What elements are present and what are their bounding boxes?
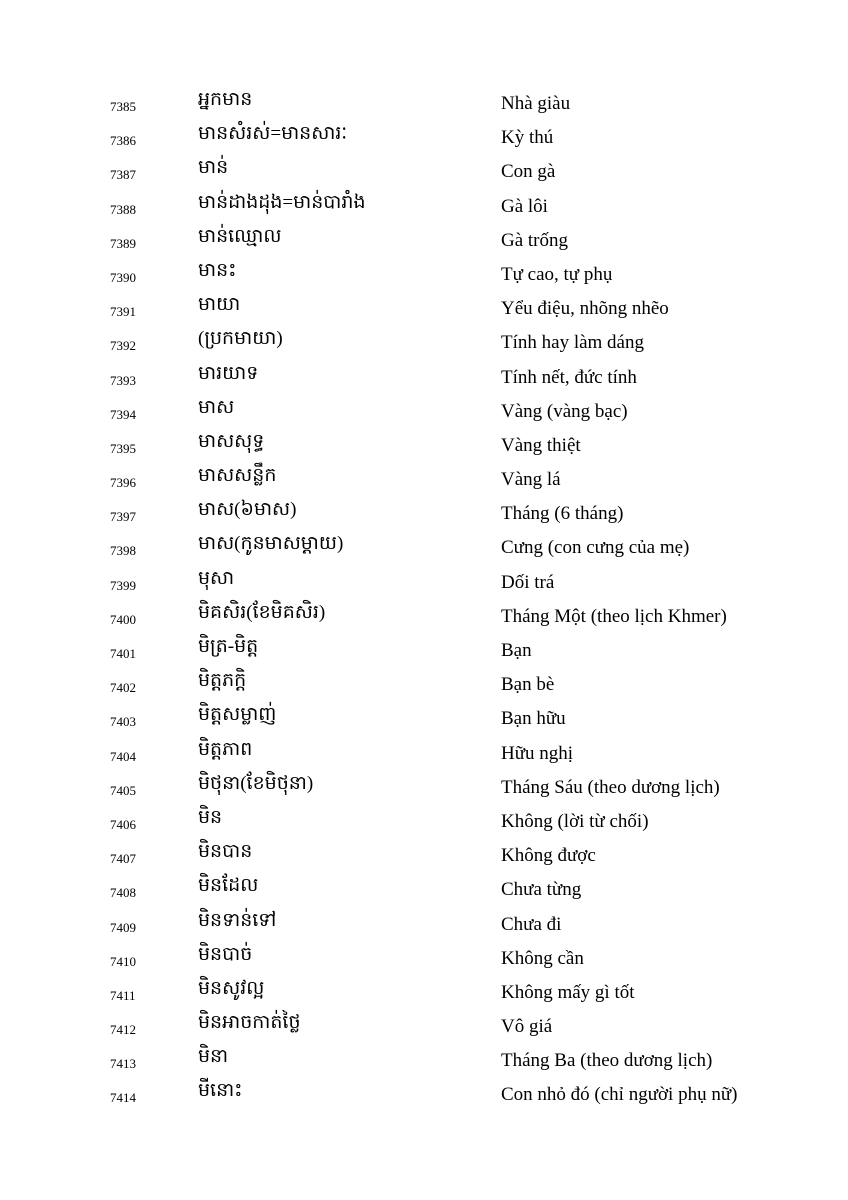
- entry-row: [0, 838, 848, 872]
- entry-number: 7396: [110, 475, 136, 491]
- vietnamese-translation: Yểu điệu, nhõng nhẽo: [501, 298, 669, 320]
- entry-number: 7405: [110, 782, 136, 798]
- entry-list: [0, 86, 848, 1112]
- khmer-term: មាន់: [198, 157, 229, 179]
- entry-row: [0, 86, 848, 120]
- vietnamese-translation: Hữu nghị: [501, 742, 574, 764]
- vietnamese-translation: Vô giá: [501, 1016, 553, 1038]
- khmer-term: មាន់ដាងដុង=មាន់បារាំង: [198, 191, 366, 213]
- khmer-term: មិនបាន: [198, 841, 253, 863]
- entry-row: [0, 667, 848, 701]
- entry-number: 7408: [110, 885, 136, 901]
- khmer-term: មាសសន្លឹក: [198, 465, 277, 487]
- khmer-term: មានសំរស់=មានសារៈ: [198, 123, 348, 145]
- entry-row: [0, 599, 848, 633]
- entry-number: 7414: [110, 1090, 136, 1106]
- khmer-term: មុសា: [198, 567, 235, 589]
- vietnamese-translation: Tính hay làm dáng: [501, 332, 644, 354]
- khmer-term: មារយាទ: [198, 362, 259, 384]
- khmer-term: មិនសូវល្អ: [198, 977, 265, 999]
- entry-number: 7398: [110, 543, 136, 559]
- khmer-term: មាស: [198, 396, 235, 418]
- entry-row: [0, 257, 848, 291]
- vietnamese-translation: Vàng (vàng bạc): [501, 400, 628, 422]
- entry-number: 7395: [110, 440, 136, 456]
- entry-number: 7388: [110, 201, 136, 217]
- entry-number: 7387: [110, 167, 136, 183]
- khmer-term: មាយា: [198, 294, 241, 316]
- vietnamese-translation: Nhà giàu: [501, 93, 571, 114]
- entry-row: [0, 804, 848, 838]
- khmer-term: មិនា: [198, 1046, 229, 1068]
- entry-number: 7392: [110, 338, 136, 354]
- vietnamese-translation: Tháng Một (theo lịch Khmer): [501, 605, 727, 627]
- khmer-term: មិនទាន់ទៅ: [198, 909, 277, 931]
- entry-row: [0, 633, 848, 667]
- entry-number: 7393: [110, 372, 136, 388]
- vietnamese-translation: Kỳ thú: [501, 127, 554, 149]
- entry-number: 7412: [110, 1022, 136, 1038]
- vietnamese-translation: Vàng thiệt: [501, 434, 581, 456]
- entry-row: [0, 394, 848, 428]
- entry-number: 7394: [110, 406, 136, 422]
- khmer-term: មាស(៦មាស): [198, 499, 297, 521]
- entry-row: [0, 701, 848, 735]
- khmer-term: មានះ: [198, 259, 237, 281]
- khmer-term: មាសសុទ្ធ: [198, 430, 265, 452]
- khmer-term: មិត្តសម្លាញ់: [198, 704, 277, 726]
- entry-row: [0, 907, 848, 941]
- entry-number: 7402: [110, 680, 136, 696]
- entry-row: [0, 1009, 848, 1043]
- khmer-term: មីនោះ: [198, 1080, 243, 1102]
- entry-row: [0, 154, 848, 188]
- entry-row: [0, 975, 848, 1009]
- entry-number: 7390: [110, 269, 136, 285]
- entry-row: [0, 1077, 848, 1111]
- entry-number: 7386: [110, 133, 136, 149]
- vietnamese-translation: Tự cao, tự phụ: [501, 263, 613, 285]
- khmer-term: មិថុនា(ខែមិថុនា): [198, 772, 314, 794]
- vietnamese-translation: Con nhỏ đó (chỉ người phụ nữ): [501, 1084, 738, 1106]
- vietnamese-translation: Vàng lá: [501, 469, 561, 491]
- khmer-term: មាស(កូនមាសម្តាយ): [198, 533, 344, 555]
- entry-number: 7397: [110, 509, 136, 525]
- entry-row: [0, 189, 848, 223]
- vietnamese-translation: Cưng (con cưng của mẹ): [501, 537, 690, 559]
- entry-number: 7400: [110, 611, 136, 627]
- entry-number: 7389: [110, 235, 136, 251]
- entry-number: 7401: [110, 646, 136, 661]
- vietnamese-translation: Không cần: [501, 947, 584, 969]
- khmer-term: អ្នកមាន: [198, 89, 253, 110]
- entry-number: 7411: [110, 987, 136, 1003]
- khmer-term: មិនអាចកាត់ថ្លៃ: [198, 1012, 301, 1034]
- entry-row: [0, 325, 848, 359]
- entry-row: [0, 941, 848, 975]
- khmer-term: មិន: [198, 806, 223, 828]
- vietnamese-translation: Không mấy gì tốt: [501, 981, 635, 1003]
- entry-row: [0, 530, 848, 564]
- entry-row: [0, 565, 848, 599]
- vietnamese-translation: Bạn: [501, 640, 532, 661]
- entry-number: 7410: [110, 953, 136, 969]
- entry-number: 7413: [110, 1056, 136, 1072]
- entry-row: [0, 428, 848, 462]
- vietnamese-translation: Không được: [501, 845, 596, 867]
- entry-number: 7403: [110, 714, 136, 730]
- vietnamese-translation: Bạn bè: [501, 674, 555, 696]
- vietnamese-translation: Tháng Ba (theo dương lịch): [501, 1050, 713, 1072]
- khmer-term: មាន់ឈ្មោល: [198, 225, 282, 247]
- vietnamese-translation: Bạn hữu: [501, 708, 566, 730]
- entry-number: 7406: [110, 816, 136, 832]
- vietnamese-translation: Chưa từng: [501, 879, 582, 901]
- entry-number: 7399: [110, 577, 136, 593]
- khmer-term: មិគសិរ(ខែមិគសិរ): [198, 601, 326, 623]
- vietnamese-translation: Tháng Sáu (theo dương lịch): [501, 776, 720, 798]
- entry-row: [0, 291, 848, 325]
- entry-row: [0, 360, 848, 394]
- entry-row: [0, 1043, 848, 1077]
- entry-number: 7404: [110, 748, 136, 764]
- vietnamese-translation: Con gà: [501, 161, 556, 183]
- entry-row: [0, 223, 848, 257]
- khmer-term: មិត្រ-មិត្ត: [198, 636, 259, 657]
- khmer-term: មិនបាច់: [198, 943, 253, 965]
- entry-row: [0, 872, 848, 906]
- entry-row: [0, 120, 848, 154]
- vietnamese-translation: Dối trá: [501, 571, 555, 593]
- entry-row: [0, 462, 848, 496]
- vietnamese-translation: Gà trống: [501, 229, 569, 251]
- vietnamese-translation: Tháng (6 tháng): [501, 503, 624, 525]
- khmer-term: មិត្តភាព: [198, 738, 253, 760]
- vietnamese-translation: Tính nết, đức tính: [501, 366, 637, 388]
- entry-number: 7391: [110, 304, 136, 320]
- vietnamese-translation: Không (lời từ chối): [501, 810, 649, 832]
- entry-row: [0, 770, 848, 804]
- entry-row: [0, 736, 848, 770]
- vietnamese-translation: Gà lôi: [501, 195, 548, 217]
- khmer-term: មិត្តភក្តិ: [198, 670, 247, 692]
- entry-number: 7409: [110, 919, 136, 935]
- entry-number: 7385: [110, 99, 136, 114]
- khmer-term: មិនដែល: [198, 875, 259, 897]
- vietnamese-translation: Chưa đi: [501, 913, 562, 935]
- entry-number: 7407: [110, 851, 136, 867]
- entry-row: [0, 496, 848, 530]
- khmer-term: (ប្រកមាយា): [198, 328, 283, 350]
